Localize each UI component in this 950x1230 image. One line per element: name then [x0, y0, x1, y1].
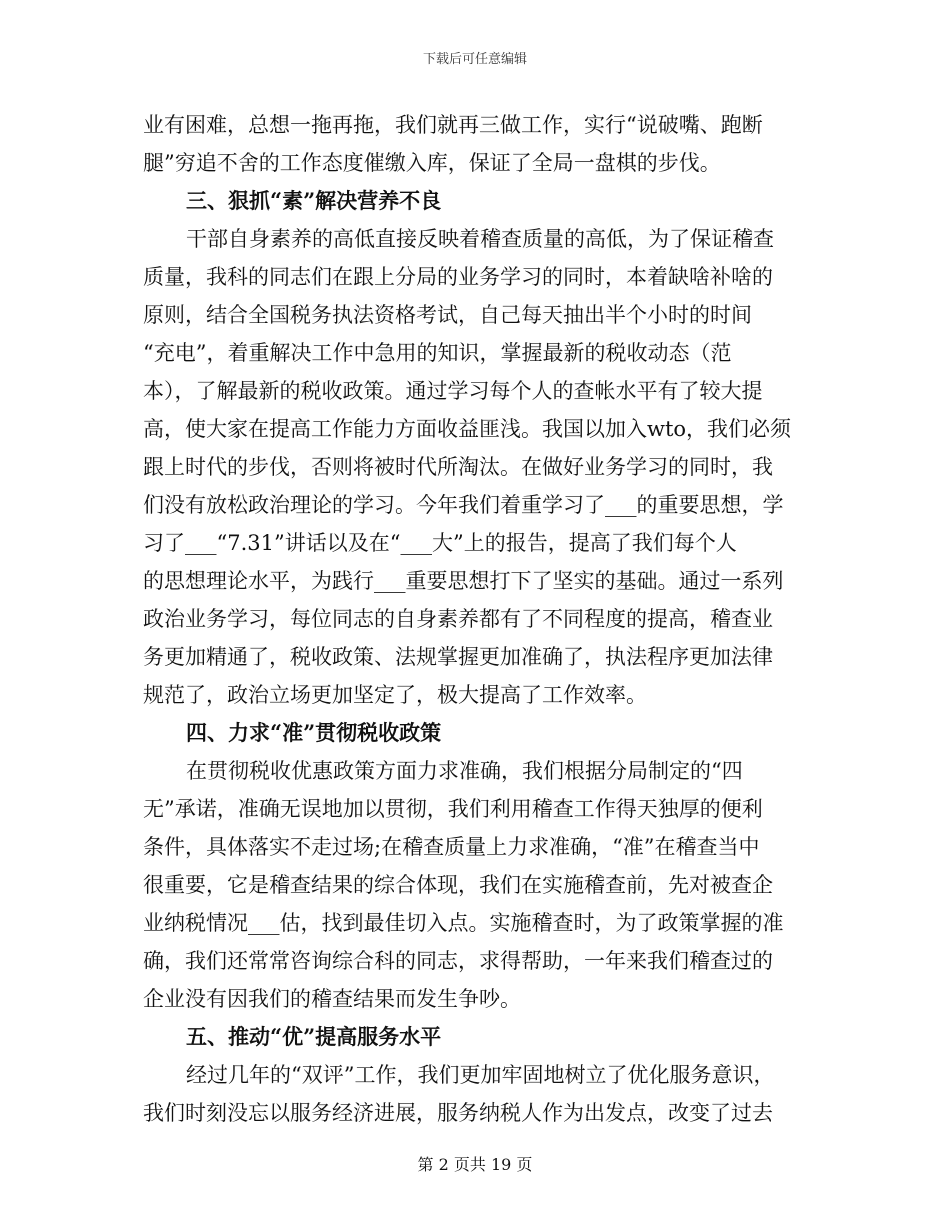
text-line: 我们时刻没忘以服务经济进展，服务纳税人作为出发点，改变了过去 — [143, 1101, 773, 1125]
text-line: 确，我们还常常咨询综合科的同志，求得帮助，一年来我们稽查过的 — [143, 949, 773, 973]
document-body — [143, 106, 811, 1132]
text-line: 本），了解最新的税收政策。通过学习每个人的查帐水平有了较大提 — [143, 379, 763, 403]
text-line: 跟上时代的步伐，否则将被时代所淘汰。在做好业务学习的同时，我 — [143, 455, 773, 479]
section-heading: 五、推动“优”提高服务水平 — [186, 1024, 442, 1049]
text-line: 无”承诺，准确无误地加以贯彻，我们利用稽查工作得天独厚的便利 — [143, 797, 763, 821]
text-line: 的思想理论水平，为践行___重要思想打下了坚实的基础。通过一系列 — [143, 569, 784, 593]
page-header: 下载后可任意编辑 — [422, 52, 527, 67]
paragraph-first-line: 经过几年的“双评”工作，我们更加牢固地树立了优化服务意识， — [186, 1063, 775, 1087]
paragraph-first-line: 在贯彻税收优惠政策方面力求准确，我们根据分局制定的“四 — [186, 759, 743, 783]
paragraph-first-line: 干部自身素养的高低直接反映着稽查质量的高低，为了保证稽查 — [186, 227, 774, 251]
text-line: 原则，结合全国税务执法资格考试，自己每天抽出半个小时的时间 — [143, 303, 752, 327]
text-line: 很重要，它是稽查结果的综合体现，我们在实施稽查前，先对被查企 — [143, 873, 773, 897]
section-heading: 四、力求“准”贯彻税收政策 — [186, 720, 442, 745]
text-line: 政治业务学习，每位同志的自身素养都有了不同程度的提高，稽查业 — [143, 607, 773, 631]
text-line: 企业没有因我们的稽查结果而发生争吵。 — [143, 987, 521, 1011]
text-line: 业有困难，总想一拖再拖，我们就再三做工作，实行“说破嘴、跑断 — [143, 113, 763, 137]
text-line: 高，使大家在提高工作能力方面收益匪浅。我国以加入wto，我们必须 — [143, 417, 792, 441]
section-heading: 三、狠抓“素”解决营养不良 — [186, 188, 442, 213]
text-line: 务更加精通了，税收政策、法规掌握更加准确了，执法程序更加法律 — [143, 645, 773, 669]
text-line: 习了___“7.31”讲话以及在“___大”上的报告，提高了我们每个人 — [143, 531, 737, 555]
text-line: 规范了，政治立场更加坚定了，极大提高了工作效率。 — [143, 683, 647, 707]
text-line: 们没有放松政治理论的学习。今年我们着重学习了___的重要思想，学 — [143, 493, 784, 517]
text-line: 腿”穷追不舍的工作态度催缴入库，保证了全局一盘棋的步伐。 — [143, 151, 721, 175]
text-line: “充电”，着重解决工作中急用的知识，掌握最新的税收动态（范 — [143, 341, 732, 365]
text-line: 业纳税情况___估，找到最佳切入点。实施稽查时，为了政策掌握的准 — [143, 911, 784, 935]
page-number: 第 2 页共 19 页 — [417, 1155, 533, 1174]
text-line: 质量，我科的同志们在跟上分局的业务学习的同时，本着缺啥补啥的 — [143, 265, 773, 289]
text-line: 条件，具体落实不走过场;在稽查质量上力求准确，“准”在稽查当中 — [143, 835, 760, 859]
